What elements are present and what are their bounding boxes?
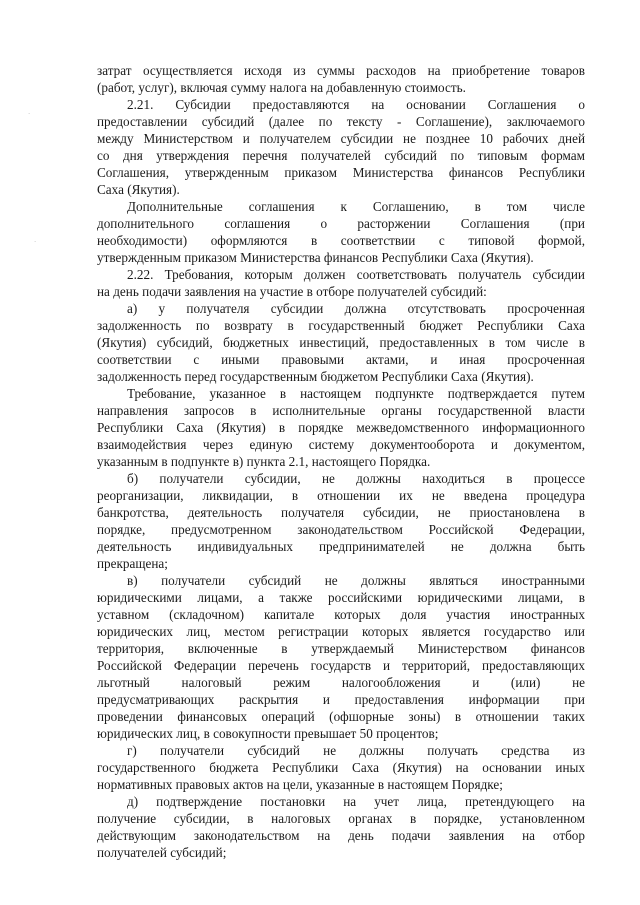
text-line: соответствии с иными правовыми актами, и иная просроченная <box>97 352 585 367</box>
text-line: банкротства, деятельность получателя субсидии, не приостановлена в <box>97 505 585 520</box>
text-line: предоставлении субсидий (далее по тексту - Соглашение), заключаемого <box>97 114 585 129</box>
text-line: предусматривающих раскрытия и предоставления информации при <box>97 692 585 707</box>
text-line: на день подачи заявления на участие в отборе получателей субсидий: <box>97 284 487 299</box>
scan-speck: · <box>28 110 31 118</box>
text-line: Республики Саха (Якутия) в порядке межведомственного информационного <box>97 420 585 435</box>
paragraph <box>97 385 585 470</box>
text-line: юридическими лицами, а также российскими юридическими лицами, в <box>97 590 585 605</box>
paragraph <box>97 266 585 300</box>
text-line: действующим законодательством на день подачи заявления на отбор <box>97 828 585 843</box>
text-line: взаимодействия через единую систему документооборота и документом, <box>97 437 585 452</box>
text-line: направления запросов в исполнительные органы государственной власти <box>97 403 585 418</box>
paragraph <box>97 742 585 793</box>
text-line: государственного бюджета Республики Саха (Якутия) на основании иных <box>97 760 585 775</box>
text-line: между Министерством и получателем субсидии не позднее 10 рабочих дней <box>97 131 585 146</box>
text-line: льготный налоговый режим налогообложения и (или) не <box>97 675 585 690</box>
text-line: б) получатели субсидии, не должны находиться в процессе <box>127 471 585 486</box>
text-line: указанным в подпункте в) пункта 2.1, настоящего Порядка. <box>97 454 431 469</box>
text-line: дополнительного соглашения о расторжении Соглашения (при <box>97 216 585 231</box>
text-line: задолженность по возврату в государственный бюджет Республики Саха <box>97 318 585 333</box>
text-line: в) получатели субсидий не должны являться иностранными <box>127 573 585 588</box>
paragraph <box>97 62 585 96</box>
text-line: юридических лиц, местом регистрации которых является государство или <box>97 624 585 639</box>
text-line: (работ, услуг), включая сумму налога на добавленную стоимость. <box>97 80 466 95</box>
text-line: г) получатели субсидий не должны получать средства из <box>127 743 585 758</box>
text-line: (Якутия) субсидий, бюджетных инвестиций, предоставленных в том числе в <box>97 335 585 350</box>
paragraph <box>97 793 585 861</box>
scan-speck: · <box>34 238 37 246</box>
text-line: 2.21. Субсидии предоставляются на основании Соглашения о <box>127 97 585 112</box>
text-line: деятельность индивидуальных предпринимателей не должна быть <box>97 539 585 554</box>
paragraph <box>97 470 585 572</box>
paragraph <box>97 300 585 385</box>
document-body <box>97 62 585 861</box>
text-line: получение субсидии, в налоговых органах в порядке, установленном <box>97 811 585 826</box>
text-line: уставном (складочном) капитале которых доля участия иностранных <box>97 607 585 622</box>
text-line: порядке, предусмотренном законодательством Российской Федерации, <box>97 522 585 537</box>
text-line: д) подтверждение постановки на учет лица, претендующего на <box>127 794 585 809</box>
text-line: территория, включенные в утверждаемый Министерством финансов <box>97 641 585 656</box>
text-line: со дня утверждения перечня получателей субсидий по типовым формам <box>97 148 585 163</box>
text-line: получателей субсидий; <box>97 845 227 860</box>
text-line: задолженность перед государственным бюджетом Республики Саха (Якутия). <box>97 369 534 384</box>
paragraph <box>97 96 585 198</box>
text-line: юридических лиц, в совокупности превышает 50 процентов; <box>97 726 439 741</box>
text-line: проведении финансовых операций (офшорные зоны) в отношении таких <box>97 709 585 724</box>
text-line: Дополнительные соглашения к Соглашению, в том числе <box>127 199 585 214</box>
text-line: утвержденным приказом Министерства финансов Республики Саха (Якутия). <box>97 250 534 265</box>
text-line: нормативных правовых актов на цели, указанные в настоящем Порядке; <box>97 777 503 792</box>
paragraph <box>97 572 585 742</box>
text-line: реорганизации, ликвидации, в отношении их не введена процедура <box>97 488 585 503</box>
text-line: а) у получателя субсидии должна отсутствовать просроченная <box>127 301 585 316</box>
paragraph <box>97 198 585 266</box>
text-line: 2.22. Требования, которым должен соответствовать получатель субсидии <box>127 267 585 282</box>
text-line: необходимости) оформляются в соответствии с типовой формой, <box>97 233 585 248</box>
text-line: прекращена; <box>97 556 168 571</box>
text-line: Требование, указанное в настоящем подпункте подтверждается путем <box>127 386 585 401</box>
text-line: Саха (Якутия). <box>97 182 180 197</box>
text-line: Российской Федерации перечень государств и территорий, предоставляющих <box>97 658 585 673</box>
text-line: затрат осуществляется исходя из суммы расходов на приобретение товаров <box>97 63 585 78</box>
text-line: Соглашения, утвержденным приказом Министерства финансов Республики <box>97 165 585 180</box>
